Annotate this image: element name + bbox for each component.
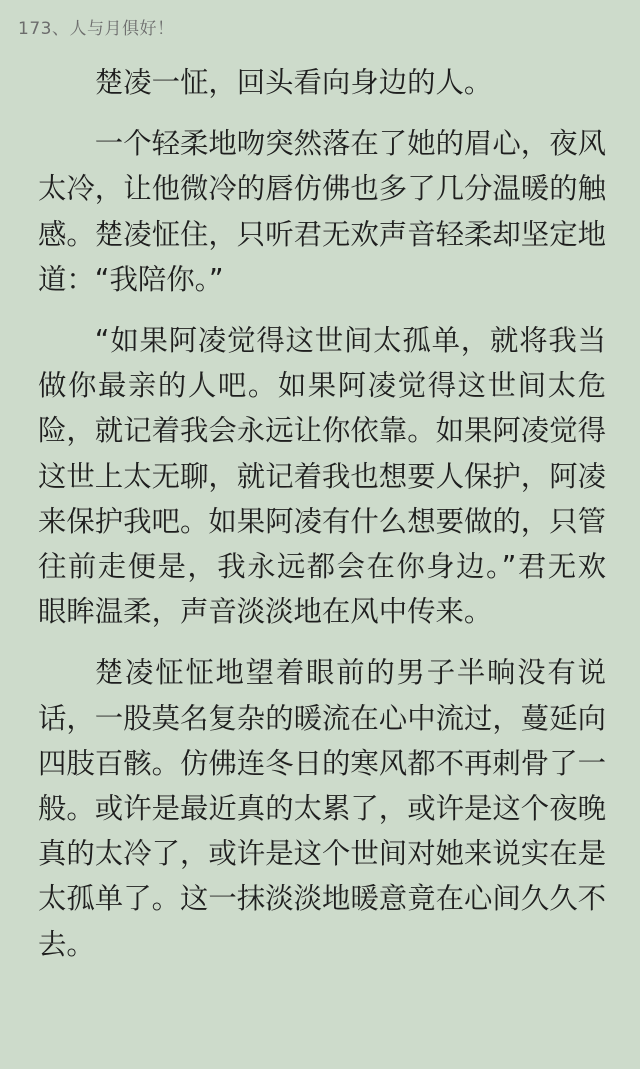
paragraph: 楚凌一怔，回头看向身边的人。 <box>94 66 493 99</box>
paragraph: “如果阿凌觉得这世间太孤单，就将我当做你最亲的人吧。如果阿凌觉得这世间太危险，就记着我会永远让你依靠。如果阿凌觉得这世上太无聊，就记着我也想要人保护，阿凌来保护我吧。如果阿凌有什么想要做的，只管往前走便是，我永远都会在你身边。”君无欢眼眸温柔，声音淡淡地在风中传来。 <box>38 324 606 629</box>
chapter-title: 173、人与月俱好！ <box>18 19 175 39</box>
paragraph: 楚凌怔怔地望着眼前的男子半晌没有说话，一股莫名复杂的暖流在心中流过，蔓延向四肢百骸。仿佛连冬日的寒风都不再刺骨了一般。或许是最近真的太累了，或许是这个夜晚真的太冷了，或许是这个世间对她来说实在是太孤单了。这一抹淡淡地暖意竟在心间久久不去。 <box>38 656 606 961</box>
paragraph: 一个轻柔地吻突然落在了她的眉心，夜风太冷，让他微冷的唇仿佛也多了几分温暖的触感。楚凌怔住，只听君无欢声音轻柔却坚定地道：“我陪你。” <box>38 127 606 296</box>
reading-content[interactable] <box>38 60 606 983</box>
